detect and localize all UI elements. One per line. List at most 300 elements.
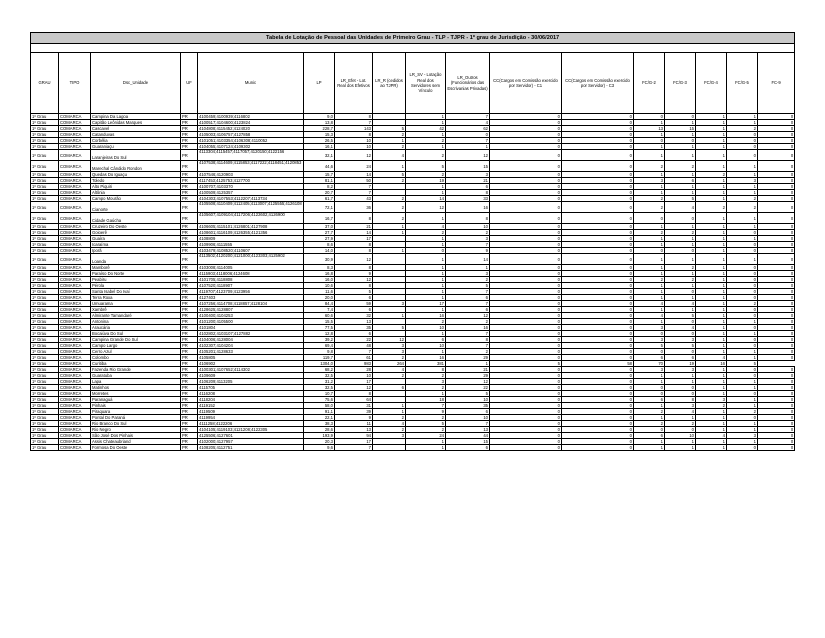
- table-cell: 1: [373, 403, 406, 409]
- table-cell: 35: [335, 325, 373, 331]
- table-cell: Marechal Cândido Rondon: [91, 161, 181, 172]
- table-cell: 1º Grau: [31, 325, 59, 331]
- table-cell: 0: [562, 202, 634, 213]
- table-cell: 0: [758, 236, 795, 242]
- table-cell: 31: [335, 403, 373, 409]
- table-cell: 1: [727, 397, 758, 403]
- table-cell: 0: [490, 213, 562, 224]
- table-cell: 4108601;4116109;4126355;4121356: [198, 230, 304, 236]
- table-cell: 3: [665, 403, 696, 409]
- table-cell: 6: [634, 433, 665, 439]
- table-cell: 1: [727, 114, 758, 120]
- table-cell: 1º Grau: [31, 202, 59, 213]
- table-cell: 0: [758, 126, 795, 132]
- table-cell: 1: [406, 289, 446, 295]
- table-cell: 0: [758, 325, 795, 331]
- table-cell: 1: [634, 172, 665, 178]
- table-cell: 2: [373, 144, 406, 150]
- table-cell: 22: [335, 337, 373, 343]
- table-cell: 1º Grau: [31, 126, 59, 132]
- table-row: [31, 445, 795, 451]
- table-cell: 0: [562, 224, 634, 230]
- table-cell: 0: [490, 307, 562, 313]
- table-cell: 1: [696, 319, 727, 325]
- table-cell: 1: [406, 283, 446, 289]
- table-cell: 12: [335, 254, 373, 265]
- table-cell: Araucária: [91, 325, 181, 331]
- table-cell: 5: [727, 361, 758, 367]
- table-cell: 1: [696, 271, 727, 277]
- table-cell: 0: [758, 161, 795, 172]
- table-cell: 0: [727, 307, 758, 313]
- table-cell: COMARCA: [59, 161, 91, 172]
- table-cell: 4105508;4110409;4112405;4113007;4125555;4126108: [198, 202, 304, 213]
- table-cell: 8: [335, 248, 373, 254]
- table-cell: 0: [562, 178, 634, 184]
- table-cell: 2: [373, 355, 406, 361]
- table-cell: 1: [634, 132, 665, 138]
- table-cell: 0: [727, 391, 758, 397]
- table-cell: 29: [446, 373, 490, 379]
- table-cell: PR: [181, 445, 198, 451]
- table-cell: COMARCA: [59, 196, 91, 202]
- table-cell: COMARCA: [59, 202, 91, 213]
- table-cell: 1: [727, 331, 758, 337]
- table-cell: 1: [373, 409, 406, 415]
- table-cell: Bocaiúva Do Sul: [91, 331, 181, 337]
- table-cell: 0: [490, 196, 562, 202]
- table-cell: 0: [758, 114, 795, 120]
- table-cell: COMARCA: [59, 391, 91, 397]
- table-cell: COMARCA: [59, 248, 91, 254]
- table-cell: 94: [335, 433, 373, 439]
- table-cell: 1º Grau: [31, 445, 59, 451]
- table-cell: 1º Grau: [31, 319, 59, 325]
- table-cell: 4104808;4115452;4124020: [198, 126, 304, 132]
- table-cell: 5: [406, 421, 446, 427]
- table-cell: 5: [373, 325, 406, 331]
- table-cell: 15,7: [304, 172, 335, 178]
- table-cell: Corbélia: [91, 138, 181, 144]
- table-cell: 7: [446, 114, 490, 120]
- table-cell: 1: [727, 213, 758, 224]
- table-cell: 119,7: [304, 355, 335, 361]
- table-cell: 10: [335, 373, 373, 379]
- table-cell: 1: [696, 161, 727, 172]
- table-cell: 0: [490, 397, 562, 403]
- table-cell: 84,4: [304, 301, 335, 307]
- table-cell: COMARCA: [59, 178, 91, 184]
- table-cell: 1: [373, 138, 406, 144]
- table-cell: 5: [634, 343, 665, 349]
- table-cell: 1: [665, 445, 696, 451]
- table-cell: PR: [181, 178, 198, 184]
- table-cell: 0: [490, 373, 562, 379]
- table-cell: 0: [665, 319, 696, 325]
- table-cell: 12: [406, 202, 446, 213]
- table-cell: 9: [446, 248, 490, 254]
- table-cell: COMARCA: [59, 379, 91, 385]
- table-cell: COMARCA: [59, 307, 91, 313]
- table-cell: 1: [406, 265, 446, 271]
- table-cell: PR: [181, 439, 198, 445]
- table-cell: 0: [490, 224, 562, 230]
- table-cell: 4104055;4107124;4109302: [198, 144, 304, 150]
- table-cell: 0: [758, 343, 795, 349]
- table-cell: 4113502;4120200;4121000;4123303;4125902: [198, 254, 304, 265]
- table-cell: 1: [696, 277, 727, 283]
- table-cell: Icaraíma: [91, 242, 181, 248]
- table-cell: 4108809: [198, 236, 304, 242]
- table-cell: 0: [758, 313, 795, 319]
- column-header: GRAU: [31, 53, 59, 114]
- table-cell: Pontal Do Paraná: [91, 415, 181, 421]
- table-cell: PR: [181, 248, 198, 254]
- table-cell: COMARCA: [59, 265, 91, 271]
- table-cell: 27,9: [304, 236, 335, 242]
- table-cell: PR: [181, 120, 198, 126]
- table-cell: 0: [727, 242, 758, 248]
- table-cell: 0: [758, 373, 795, 379]
- table-cell: 1: [665, 271, 696, 277]
- table-row: [31, 161, 795, 172]
- table-cell: 0: [490, 433, 562, 439]
- table-cell: 50: [335, 178, 373, 184]
- table-cell: 1: [727, 161, 758, 172]
- table-cell: 2: [373, 178, 406, 184]
- table-cell: 1º Grau: [31, 224, 59, 230]
- table-cell: 2: [727, 126, 758, 132]
- table-cell: 3: [446, 236, 490, 242]
- table-cell: 14: [335, 230, 373, 236]
- table-cell: 9,6: [304, 445, 335, 451]
- table-cell: Matinhos: [91, 385, 181, 391]
- table-cell: 1º Grau: [31, 178, 59, 184]
- table-cell: 1º Grau: [31, 265, 59, 271]
- table-cell: Umuarama: [91, 301, 181, 307]
- table-cell: Terra Roxa: [91, 295, 181, 301]
- table-cell: 0: [758, 385, 795, 391]
- table-cell: 1: [634, 271, 665, 277]
- table-cell: 10: [446, 397, 490, 403]
- table-cell: COMARCA: [59, 120, 91, 126]
- table-cell: 4117453;4125753;4127700: [198, 178, 304, 184]
- table-cell: PR: [181, 391, 198, 397]
- table-cell: 21: [446, 367, 490, 373]
- table-cell: 12: [446, 313, 490, 319]
- table-cell: 0: [490, 144, 562, 150]
- table-cell: 37,0: [304, 224, 335, 230]
- table-cell: 0: [562, 161, 634, 172]
- table-cell: PR: [181, 373, 198, 379]
- table-cell: 0: [562, 427, 634, 433]
- table-cell: 4102000;4127957: [198, 439, 304, 445]
- table-cell: 1º Grau: [31, 397, 59, 403]
- table-cell: Guaratuba: [91, 373, 181, 379]
- table-cell: Campo Largo: [91, 343, 181, 349]
- table-cell: 0: [490, 265, 562, 271]
- table-cell: 2: [634, 421, 665, 427]
- table-cell: 2: [727, 202, 758, 213]
- table-cell: 10,7: [304, 391, 335, 397]
- table-cell: 0: [562, 385, 634, 391]
- table-cell: 0: [634, 213, 665, 224]
- table-cell: 1º Grau: [31, 230, 59, 236]
- table-cell: 75,6: [304, 397, 335, 403]
- table-cell: 4: [665, 325, 696, 331]
- table-cell: 0: [490, 236, 562, 242]
- table-cell: 0: [634, 349, 665, 355]
- table-cell: 16: [406, 355, 446, 361]
- table-cell: 6: [446, 445, 490, 451]
- table-cell: 0: [758, 144, 795, 150]
- table-cell: 3: [727, 178, 758, 184]
- table-cell: 7: [446, 138, 490, 144]
- table-cell: 4101705;4118808: [198, 277, 304, 283]
- table-cell: PR: [181, 271, 198, 277]
- table-cell: 42: [406, 126, 446, 132]
- table-cell: 0: [562, 349, 634, 355]
- table-cell: 4109609: [198, 373, 304, 379]
- table-cell: 0: [490, 331, 562, 337]
- table-cell: 8,2: [304, 184, 335, 190]
- table-cell: 1: [665, 190, 696, 196]
- table-cell: 1: [696, 373, 727, 379]
- table-cell: 1º Grau: [31, 289, 59, 295]
- table-cell: 6: [446, 184, 490, 190]
- table-cell: 0: [562, 403, 634, 409]
- table-cell: 0: [490, 427, 562, 433]
- table-cell: 1º Grau: [31, 190, 59, 196]
- table-cell: 7: [406, 403, 446, 409]
- table-cell: [373, 254, 406, 265]
- table-cell: PR: [181, 367, 198, 373]
- table-cell: 0: [562, 325, 634, 331]
- table-cell: COMARCA: [59, 254, 91, 265]
- table-cell: 0: [758, 172, 795, 178]
- table-cell: 4100509;4125357: [198, 190, 304, 196]
- table-cell: 8: [335, 114, 373, 120]
- table-cell: 1º Grau: [31, 433, 59, 439]
- table-cell: COMARCA: [59, 331, 91, 337]
- table-cell: 0: [665, 114, 696, 120]
- table-cell: 1: [727, 349, 758, 355]
- table-cell: 0: [562, 230, 634, 236]
- table-cell: 8: [446, 190, 490, 196]
- table-cell: 0: [727, 337, 758, 343]
- table-cell: 0: [490, 132, 562, 138]
- table-cell: 0: [758, 120, 795, 126]
- table-cell: COMARCA: [59, 415, 91, 421]
- table-cell: PR: [181, 379, 198, 385]
- table-cell: 3: [634, 337, 665, 343]
- table-cell: São José Dos Pinhais: [91, 433, 181, 439]
- table-cell: 8,3: [304, 265, 335, 271]
- table-cell: Cianorte: [91, 202, 181, 213]
- table-cell: 1: [665, 283, 696, 289]
- column-header: CC(Cargos em Comissão exercido por Servidor) - C1: [490, 53, 562, 114]
- table-cell: 1: [634, 254, 665, 265]
- table-cell: 1º Grau: [31, 196, 59, 202]
- table-cell: 2: [406, 415, 446, 421]
- table-cell: 0: [490, 114, 562, 120]
- table-cell: Guaraniaçu: [91, 144, 181, 150]
- table-cell: 0: [758, 190, 795, 196]
- table-cell: 0: [634, 391, 665, 397]
- table-cell: 4: [634, 313, 665, 319]
- table-cell: 61,7: [304, 196, 335, 202]
- table-cell: 1º Grau: [31, 415, 59, 421]
- table-cell: COMARCA: [59, 172, 91, 178]
- table-cell: 0: [727, 373, 758, 379]
- table-cell: 0: [490, 439, 562, 445]
- table-cell: 0: [490, 415, 562, 421]
- table-cell: 1: [696, 196, 727, 202]
- table-cell: 1: [696, 150, 727, 161]
- table-cell: 0: [562, 433, 634, 439]
- table-cell: 0: [634, 385, 665, 391]
- table-cell: 16,7: [304, 213, 335, 224]
- table-cell: COMARCA: [59, 126, 91, 132]
- table-cell: PR: [181, 224, 198, 230]
- table-cell: 3: [727, 433, 758, 439]
- table-cell: 1: [406, 295, 446, 301]
- table-cell: 4107520;4118907: [198, 283, 304, 289]
- table-cell: 31,2: [304, 379, 335, 385]
- table-cell: 7,4: [304, 307, 335, 313]
- table-cell: 32,5: [304, 373, 335, 379]
- table-cell: Pérola: [91, 283, 181, 289]
- table-cell: 0: [727, 415, 758, 421]
- table-cell: 0: [490, 190, 562, 196]
- table-cell: 8,6: [304, 242, 335, 248]
- table-cell: 4100459;4100939;4116802: [198, 114, 304, 120]
- table-cell: 0: [490, 391, 562, 397]
- table-cell: 77,5: [304, 325, 335, 331]
- table-cell: 1: [406, 213, 446, 224]
- table-cell: 1º Grau: [31, 355, 59, 361]
- column-header: LR_R (cedidos ao TJPR): [373, 53, 406, 114]
- table-cell: 2: [446, 319, 490, 325]
- table-cell: 0: [758, 132, 795, 138]
- table-cell: 1: [727, 439, 758, 445]
- table-cell: 0: [490, 337, 562, 343]
- table-cell: 16: [446, 325, 490, 331]
- table-cell: 1: [696, 114, 727, 120]
- table-cell: 19: [665, 361, 696, 367]
- table-cell: 4: [634, 301, 665, 307]
- table-cell: 1: [406, 144, 446, 150]
- table-cell: 20,3: [304, 439, 335, 445]
- table-cell: PR: [181, 236, 198, 242]
- table-cell: 0: [562, 439, 634, 445]
- table-cell: 2: [406, 138, 446, 144]
- table-cell: 0: [634, 114, 665, 120]
- table-cell: 1: [696, 236, 727, 242]
- table-cell: 1: [634, 242, 665, 248]
- table-cell: 7: [335, 445, 373, 451]
- table-cell: 4100301;4107652;4114302: [198, 367, 304, 373]
- table-cell: COMARCA: [59, 343, 91, 349]
- table-cell: 21: [335, 224, 373, 230]
- table-cell: 1º Grau: [31, 295, 59, 301]
- table-cell: 1: [696, 138, 727, 144]
- table-cell: PR: [181, 397, 198, 403]
- table-cell: 59: [335, 301, 373, 307]
- table-cell: 0: [562, 367, 634, 373]
- table-cell: 0: [562, 150, 634, 161]
- table-cell: 91,1: [304, 409, 335, 415]
- table-cell: 39: [335, 409, 373, 415]
- table-cell: 0: [758, 254, 795, 265]
- table-cell: 1º Grau: [31, 349, 59, 355]
- table-cell: 0: [562, 265, 634, 271]
- table-cell: 0: [490, 230, 562, 236]
- table-cell: 0: [490, 343, 562, 349]
- table-cell: 0: [490, 385, 562, 391]
- table-cell: 38,3: [304, 421, 335, 427]
- table-cell: 2: [665, 265, 696, 271]
- table-cell: 2: [446, 230, 490, 236]
- table-cell: 0: [562, 236, 634, 242]
- table-cell: 17: [335, 379, 373, 385]
- table-cell: 228,7: [304, 126, 335, 132]
- table-cell: 1: [696, 439, 727, 445]
- table-cell: 70: [634, 361, 665, 367]
- table-cell: 0: [665, 427, 696, 433]
- table-cell: 1: [696, 349, 727, 355]
- table-cell: Xambrê: [91, 307, 181, 313]
- spreadsheet: [30, 32, 794, 451]
- table-cell: 0: [490, 421, 562, 427]
- table-cell: 2: [696, 172, 727, 178]
- table-cell: 6: [665, 178, 696, 184]
- table-cell: 4125506;4127601: [198, 433, 304, 439]
- table-cell: Paranaguá: [91, 397, 181, 403]
- table-cell: 1º Grau: [31, 161, 59, 172]
- table-cell: 1: [727, 190, 758, 196]
- table-cell: 4: [373, 367, 406, 373]
- table-cell: 4115705: [198, 385, 304, 391]
- table-cell: 1º Grau: [31, 391, 59, 397]
- table-cell: 1º Grau: [31, 150, 59, 161]
- table-cell: 3: [373, 343, 406, 349]
- table-cell: 8: [335, 213, 373, 224]
- table-cell: 8: [335, 132, 373, 138]
- table-cell: 0: [758, 224, 795, 230]
- table-cell: 1: [406, 391, 446, 397]
- table-cell: COMARCA: [59, 295, 91, 301]
- table-row: [31, 150, 795, 161]
- table-cell: 15: [446, 161, 490, 172]
- table-cell: 12: [335, 277, 373, 283]
- table-cell: 2: [406, 150, 446, 161]
- table-cell: PR: [181, 421, 198, 427]
- table-cell: 0: [758, 242, 795, 248]
- table-cell: 1º Grau: [31, 409, 59, 415]
- table-cell: 0: [758, 277, 795, 283]
- table-cell: 0: [562, 126, 634, 132]
- table-cell: 1: [727, 120, 758, 126]
- table-cell: 2: [406, 230, 446, 236]
- table-cell: Antonina: [91, 319, 181, 325]
- table-cell: 0: [562, 379, 634, 385]
- table-cell: 22: [446, 385, 490, 391]
- table-cell: 1: [696, 190, 727, 196]
- table-cell: 1º Grau: [31, 242, 59, 248]
- table-cell: 12: [446, 150, 490, 161]
- table-cell: 4103479;4108520;4110607: [198, 248, 304, 254]
